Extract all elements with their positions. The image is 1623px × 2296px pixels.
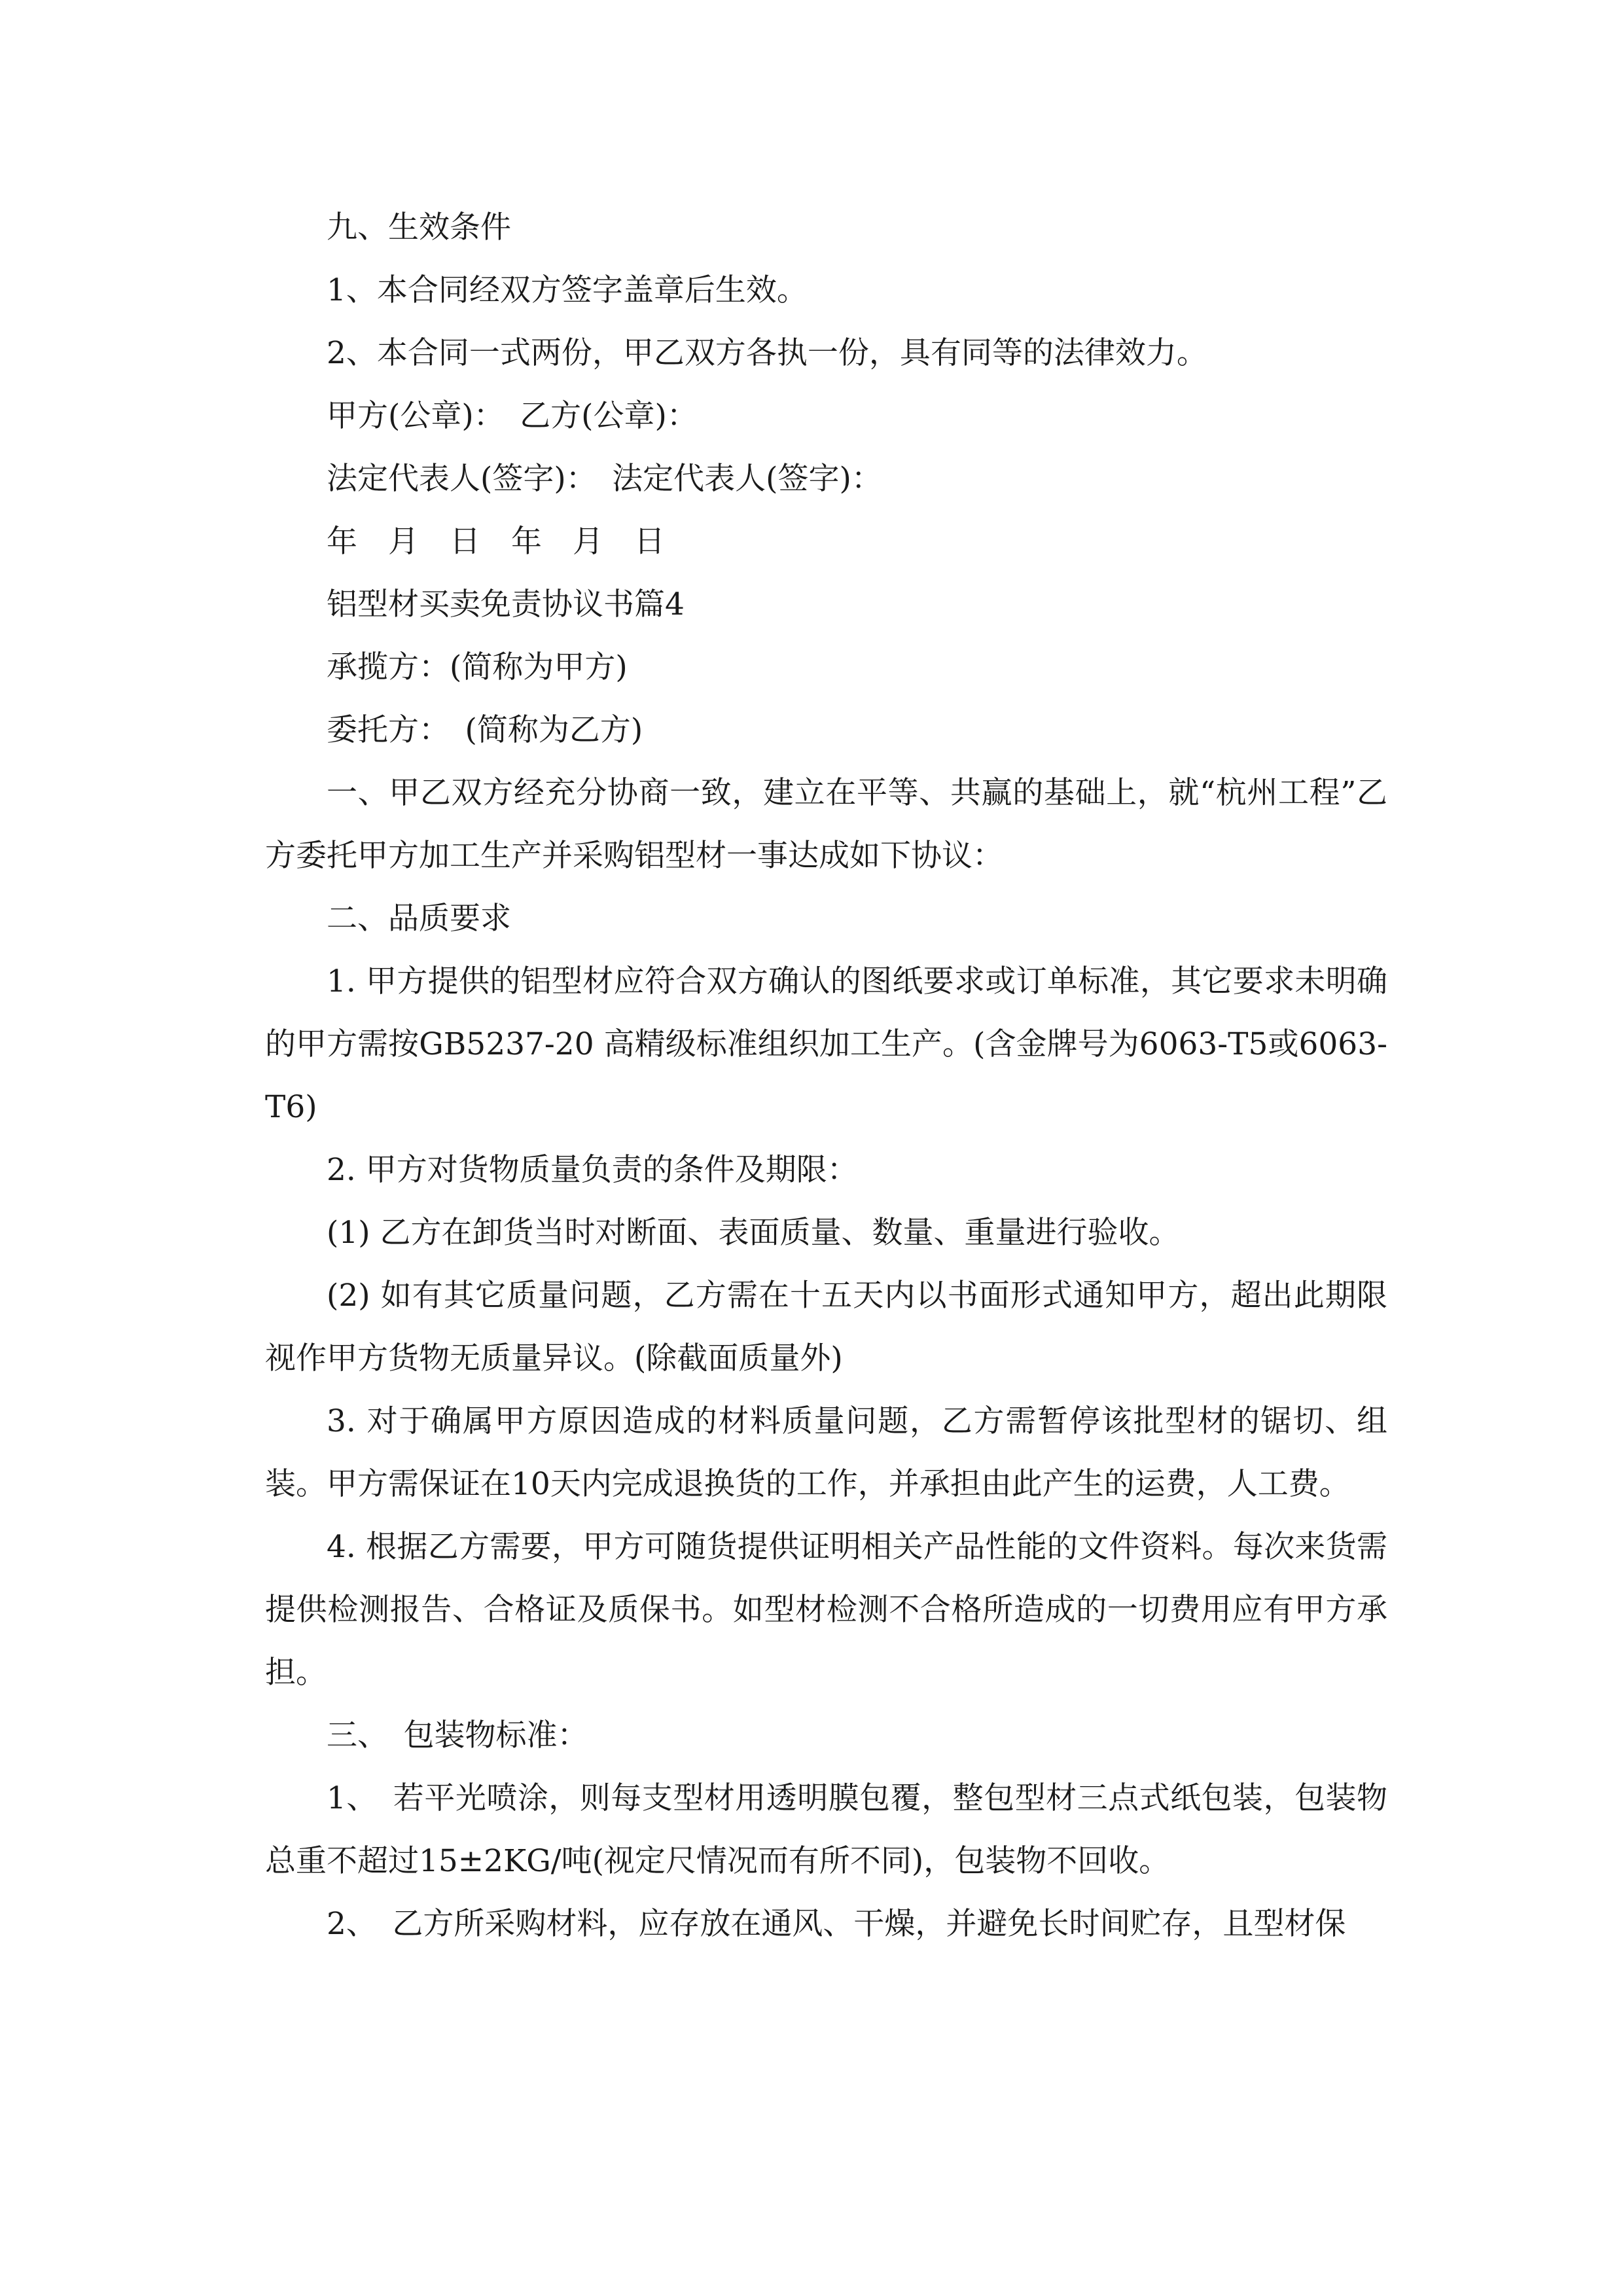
paragraph: 3. 对于确属甲方原因造成的材料质量问题，乙方需暂停该批型材的锯切、组装。甲方需保证在10天内完成退换货的工作，并承担由此产生的运费，人工费。 [265, 1403, 1387, 1502]
signature-date-line: 年 月 日 年 月 日 [327, 524, 665, 560]
contractor-party: 承揽方：(简称为甲方) [327, 649, 628, 685]
section-heading-packaging: 三、 包装物标准： [327, 1717, 588, 1753]
signature-seal-line: 甲方(公章)： 乙方(公章)： [327, 398, 698, 434]
paragraph: 1、 若平光喷涂，则每支型材用透明膜包覆，整包型材三点式纸包装，包装物总重不超过15±2KG/吨(视定尺情况而有所不同)，包装物不回收。 [265, 1780, 1387, 1879]
paragraph: 1、本合同经双方签字盖章后生效。 [327, 272, 808, 308]
paragraph: (1) 乙方在卸货当时对断面、表面质量、数量、重量进行验收。 [327, 1215, 1180, 1251]
paragraph: (2) 如有其它质量问题，乙方需在十五天内以书面形式通知甲方，超出此期限视作甲方货物无质量异议。(除截面质量外) [265, 1278, 1387, 1376]
section-heading-quality: 二、品质要求 [327, 901, 511, 937]
document-body [265, 196, 1387, 1956]
paragraph: 1. 甲方提供的铝型材应符合双方确认的图纸要求或订单标准，其它要求未明确的甲方需按GB5237-20 高精级标准组织加工生产。(含金牌号为6063-T5或6063-T6) [265, 963, 1387, 1125]
document-title: 铝型材买卖免责协议书篇4 [327, 586, 685, 622]
paragraph: 2、本合同一式两份，甲乙双方各执一份，具有同等的法律效力。 [327, 335, 1207, 371]
paragraph: 4. 根据乙方需要，甲方可随货提供证明相关产品性能的文件资料。每次来货需提供检测报告、合格证及质保书。如型材检测不合格所造成的一切费用应有甲方承担。 [265, 1529, 1387, 1691]
section-heading-effective-conditions: 九、生效条件 [327, 209, 511, 245]
paragraph: 2、 乙方所采购材料，应存放在通风、干燥，并避免长时间贮存，且型材保 [327, 1906, 1346, 1942]
paragraph: 一、甲乙双方经充分协商一致，建立在平等、共赢的基础上，就“杭州工程”乙方委托甲方加工生产并采购铝型材一事达成如下协议： [265, 775, 1387, 874]
signature-representative-line: 法定代表人(签字)： 法定代表人(签字)： [327, 461, 882, 497]
paragraph: 2. 甲方对货物质量负责的条件及期限： [327, 1152, 858, 1188]
client-party: 委托方： (简称为乙方) [327, 712, 643, 748]
